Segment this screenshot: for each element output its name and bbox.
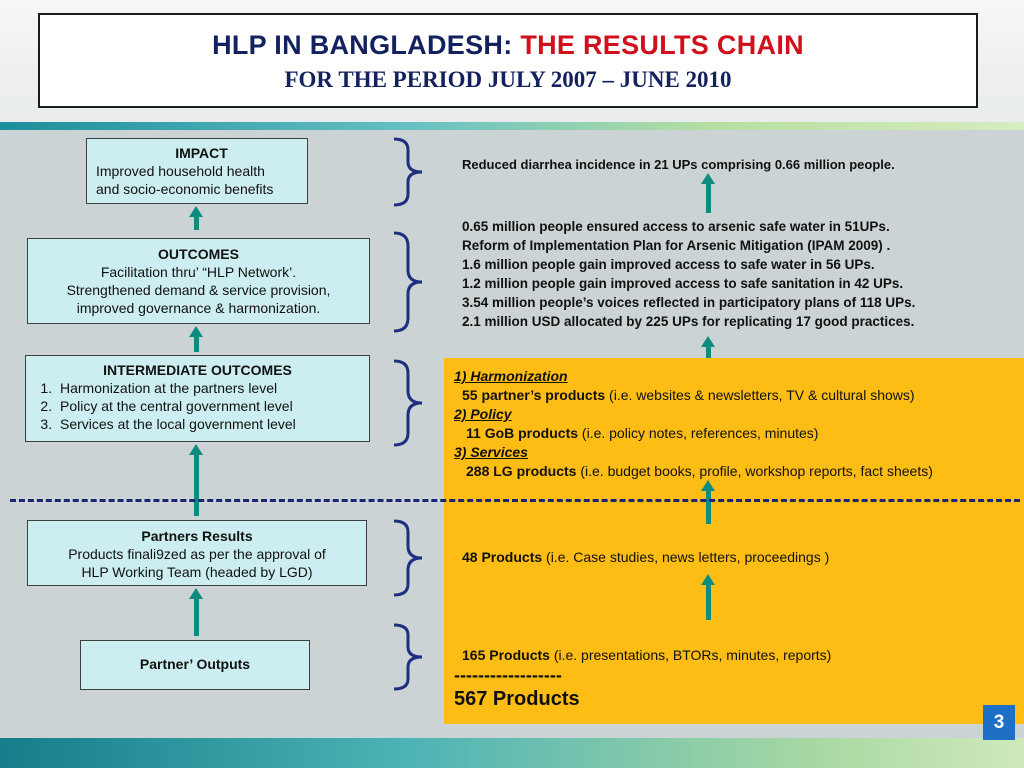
up-arrow [701, 480, 715, 524]
impact-box [86, 138, 308, 204]
title-part-2: THE RESULTS CHAIN [520, 30, 804, 60]
product-description: (i.e. policy notes, references, minutes) [578, 425, 819, 441]
dashed-divider [10, 499, 1020, 502]
section-heading: 3) Services [454, 444, 528, 460]
outcomes-line: Strengthened demand & service provision, [66, 282, 331, 298]
brace-icon [391, 136, 427, 208]
outcome-result: 1.2 million people gain improved access to safe sanitation in 42 UPs. [462, 276, 904, 291]
brace-icon [391, 358, 427, 448]
gradient-band [0, 122, 1024, 130]
partner-outputs-title: Partner’ Outputs [139, 656, 251, 672]
intermediate-item: 1. Harmonization at the partners level [56, 379, 369, 397]
partners-results-line: Products finali9zed as per the approval of [68, 546, 326, 562]
brace-icon [391, 622, 427, 692]
outcomes-title: OUTCOMES [158, 246, 239, 262]
section-detail [454, 424, 933, 443]
product-count: 288 LG products [466, 463, 577, 479]
impact-title: IMPACT [175, 145, 228, 161]
outputs-products [462, 646, 831, 665]
product-description: (i.e. budget books, profile, workshop reports, fact sheets) [576, 463, 933, 479]
outcome-result: 3.54 million people’s voices reflected in participatory plans of 118 UPs. [462, 295, 916, 310]
up-arrow [189, 326, 203, 352]
slide-subtitle: FOR THE PERIOD JULY 2007 – JUNE 2010 [284, 67, 732, 92]
product-description: (i.e. presentations, BTORs, minutes, reports) [549, 647, 832, 663]
partner-outputs-box [80, 640, 310, 690]
up-arrow [701, 574, 715, 620]
outcomes-results [462, 217, 915, 331]
product-count: 55 partner’s products [462, 387, 606, 403]
intermediate-list [26, 379, 369, 433]
title-box [38, 13, 978, 108]
partners-results-title: Partners Results [141, 528, 253, 544]
product-description: (i.e. Case studies, news letters, proceedings ) [542, 549, 830, 565]
section-heading: 1) Harmonization [454, 368, 568, 384]
impact-line: Improved household health [96, 163, 265, 179]
partners-results-box [27, 520, 367, 586]
brace-icon [391, 230, 427, 334]
section-detail [454, 386, 933, 405]
intermediate-title: INTERMEDIATE OUTCOMES [103, 362, 292, 378]
partners-results-line: HLP Working Team (headed by LGD) [81, 564, 313, 580]
impact-result: Reduced diarrhea incidence in 21 UPs comprising 0.66 million people. [462, 157, 895, 172]
intermediate-item: 3. Services at the local government level [56, 415, 369, 433]
up-arrow [189, 444, 203, 516]
footer-band [0, 738, 1024, 768]
product-count: 165 Products [462, 647, 550, 663]
title-part-1: HLP IN BANGLADESH: [212, 30, 513, 60]
up-arrow [189, 206, 203, 230]
section-detail [454, 462, 933, 481]
outcomes-box [27, 238, 370, 324]
page-number: 3 [983, 705, 1015, 740]
slide-title [40, 30, 976, 61]
up-arrow [189, 588, 203, 636]
up-arrow [701, 173, 715, 213]
section-heading: 2) Policy [454, 406, 512, 422]
outcome-result: 1.6 million people gain improved access to safe water in 56 UPs. [462, 257, 875, 272]
intermediate-outcomes-box [25, 355, 370, 442]
up-arrow [701, 336, 715, 360]
intermediate-item: 2. Policy at the central government level [56, 397, 369, 415]
brace-icon [391, 518, 427, 598]
total-separator: ------------------ [454, 665, 562, 685]
product-description: (i.e. websites & newsletters, TV & cultural shows) [605, 387, 915, 403]
outcomes-line: Facilitation thru’ “HLP Network’. [100, 264, 297, 280]
outcomes-line: improved governance & harmonization. [76, 300, 321, 316]
impact-line: and socio-economic benefits [96, 181, 274, 197]
outcome-result: Reform of Implementation Plan for Arsenic Mitigation (IPAM 2009) . [462, 238, 891, 253]
partners-products [462, 548, 829, 567]
product-count: 48 Products [462, 549, 543, 565]
outcome-result: 0.65 million people ensured access to arsenic safe water in 51UPs. [462, 219, 890, 234]
outcome-result: 2.1 million USD allocated by 225 UPs for replicating 17 good practices. [462, 314, 915, 329]
total-products: 567 Products [454, 688, 580, 710]
product-count: 11 GoB products [466, 425, 579, 441]
harmonization-section [454, 367, 933, 481]
